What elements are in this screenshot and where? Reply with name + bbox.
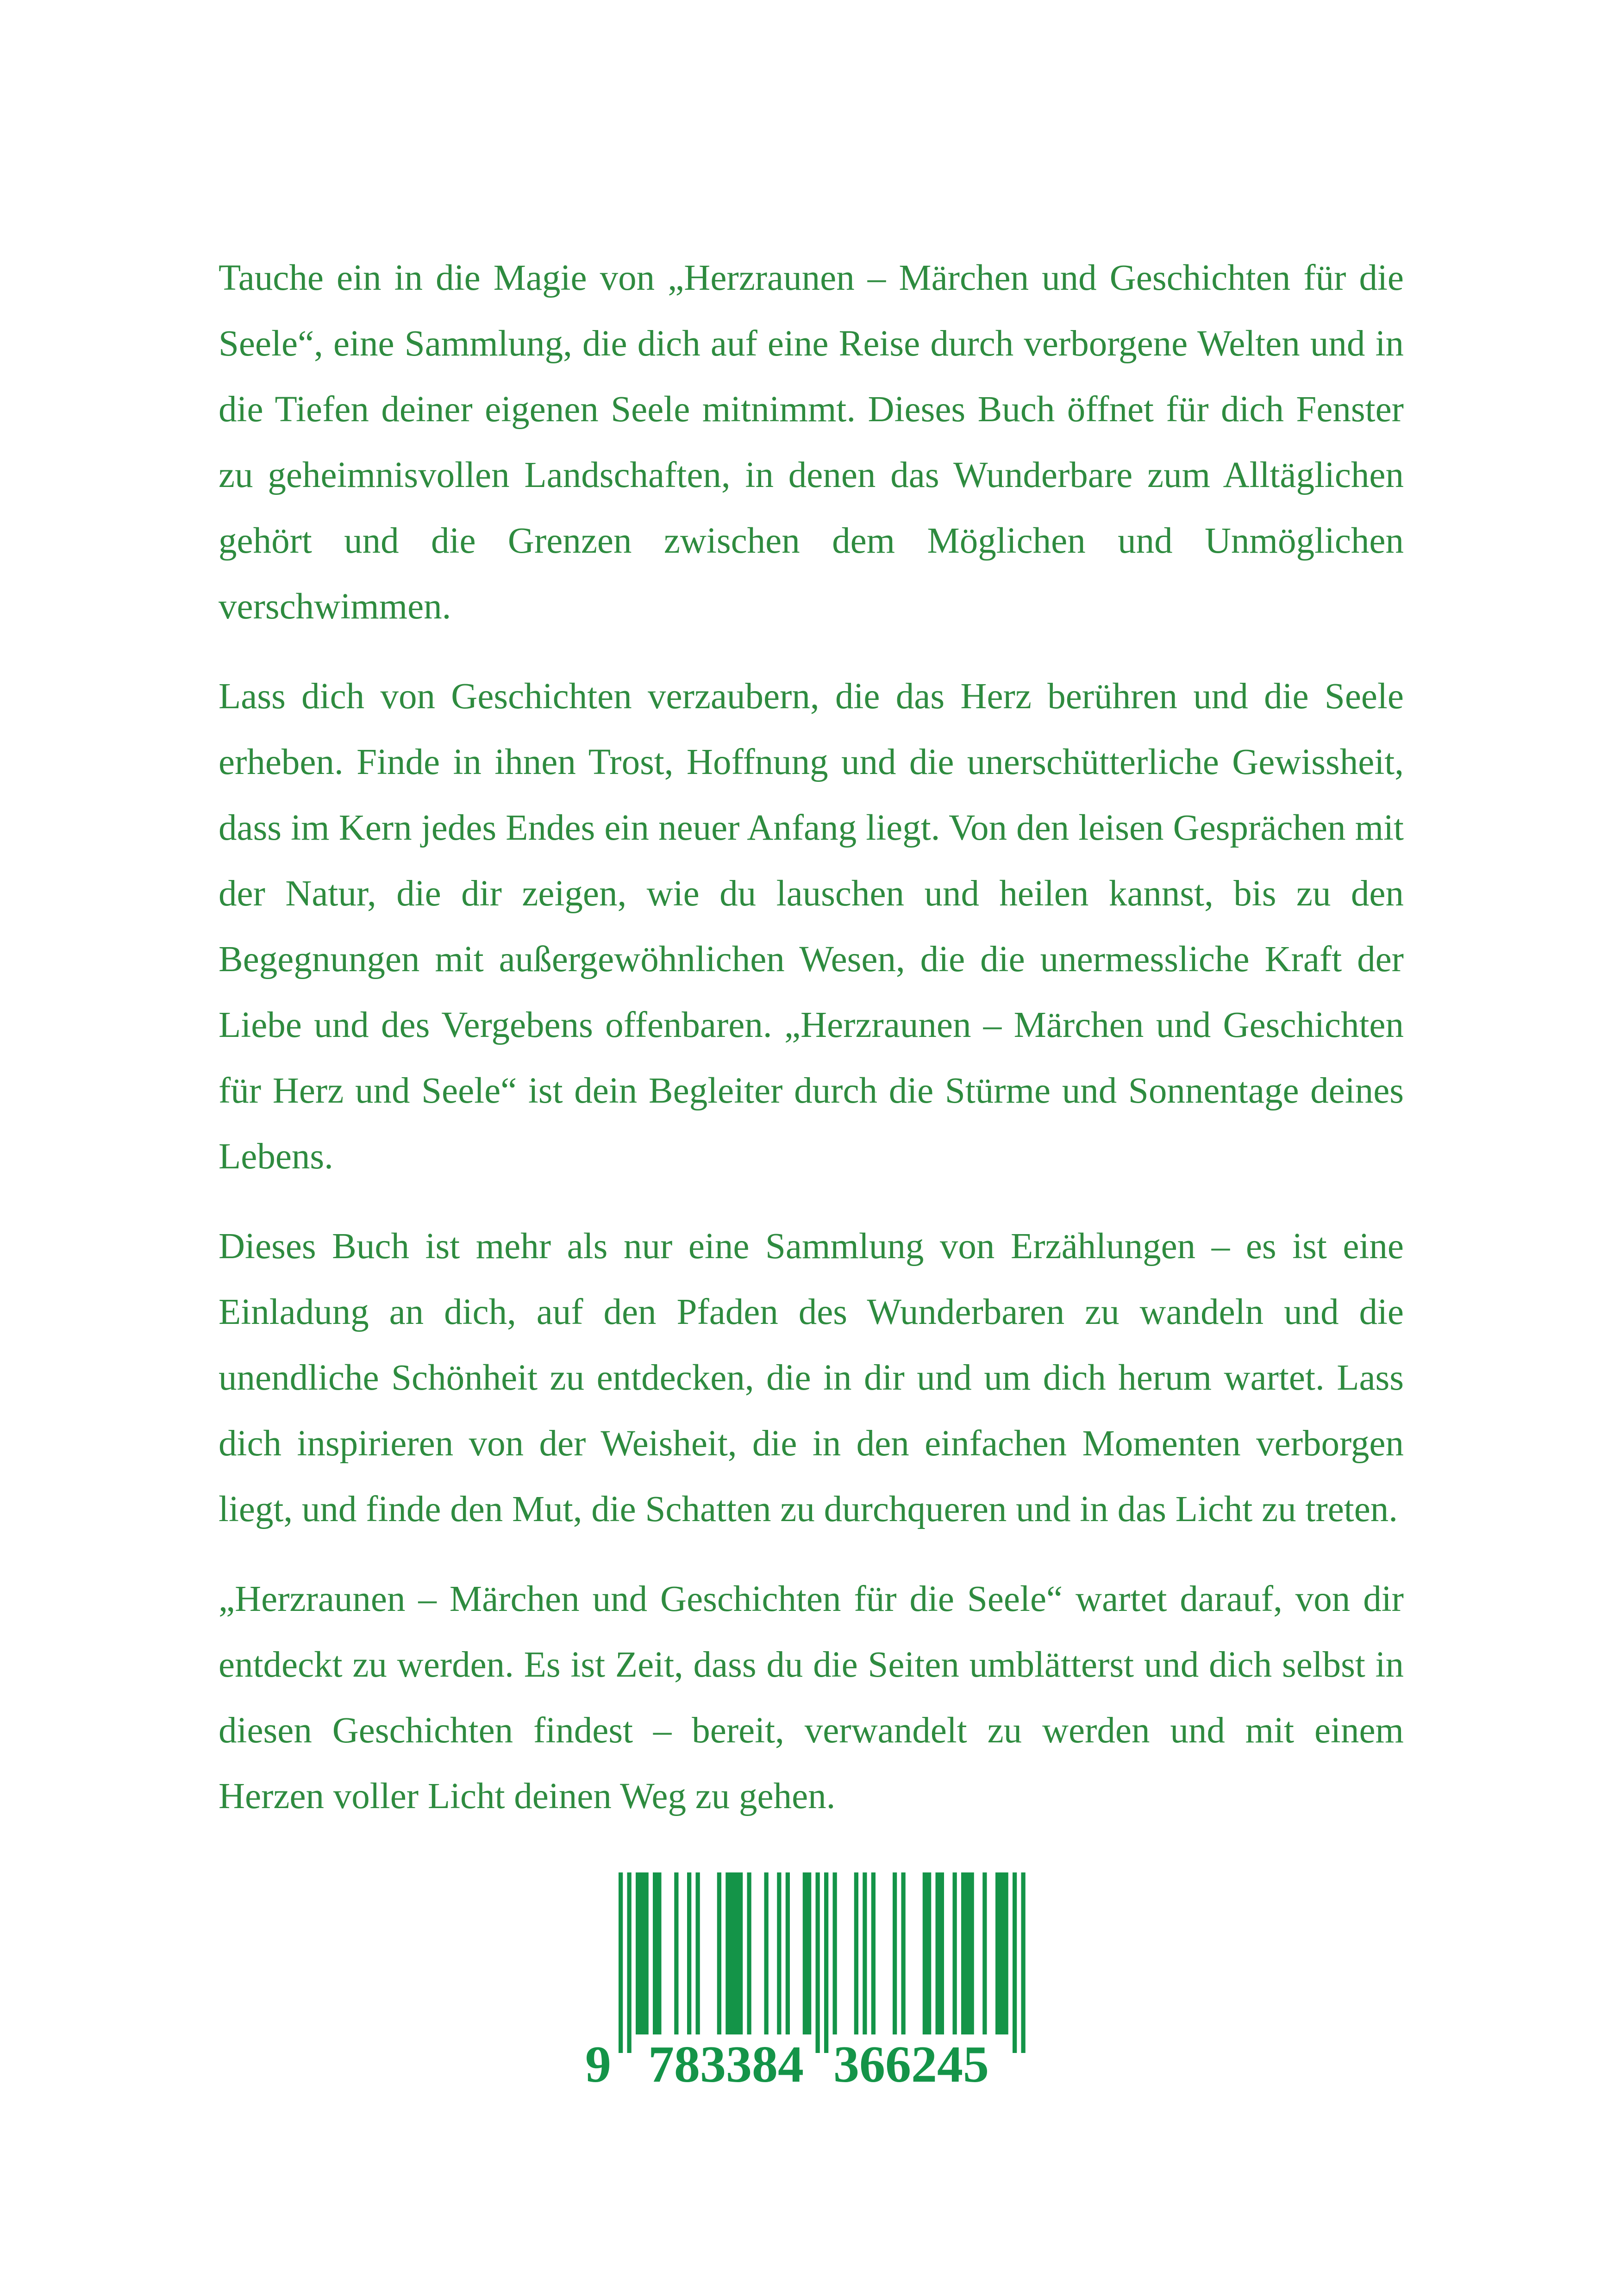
barcode-bar: [982, 1872, 987, 2034]
barcode-bar: [696, 1872, 700, 2034]
blurb-paragraph-1: Tauche ein in die Magie von „Herzraunen – Märchen und Geschichten für die Seele“, eine Sammlung, die dich auf eine Reise durch verborgene Welten und in die Tiefen deiner eigenen Seele mitnimmt. Dieses Buch öffnet für dich Fenster zu geheimnisvollen Landschaften, in denen das Wunderbare zum Alltäglichen gehört und die Grenzen zwischen dem Möglichen und Unmöglichen verschwimmen.: [219, 258, 1404, 627]
blurb-paragraph-2: Lass dich von Geschichten verzaubern, die das Herz berühren und die Seele erheben. Finde in ihnen Trost, Hoffnung und die unerschütterliche Gewissheit, dass im Kern jedes Endes ein neuer Anfang liegt. Von den leisen Gesprächen mit der Natur, die dir zeigen, wie du lauschen und heilen kannst, bis zu den Begegnungen mit außergewöhnlichen Wesen, die die unermessliche Kraft der Liebe und des Vergebens offenbaren. „Herzraunen – Märchen und Geschichten für Herz und Seele“ ist dein Begleiter durch die Stürme und Sonnentage deines Lebens.: [219, 676, 1404, 1177]
barcode-left-digits: 783384: [648, 2036, 804, 2085]
barcode-guard-bar: [824, 1872, 828, 2053]
barcode-bar: [961, 1872, 974, 2034]
barcode-right-digits: 366245: [833, 2036, 989, 2085]
barcode-bars: [619, 1872, 1026, 2053]
barcode-bar: [764, 1872, 769, 2034]
barcode-bar: [871, 1872, 876, 2034]
barcode-bar: [863, 1872, 867, 2034]
barcode-guard-bar: [627, 1872, 632, 2053]
barcode-bar: [726, 1872, 743, 2034]
barcode-bar: [717, 1872, 721, 2034]
barcode-bar: [636, 1872, 649, 2034]
barcode-bar: [854, 1872, 858, 2034]
barcode-bar: [803, 1872, 812, 2034]
barcode-bar: [777, 1872, 781, 2034]
barcode-bar: [786, 1872, 790, 2034]
barcode-guard-bar: [1021, 1872, 1026, 2053]
barcode-bar: [901, 1872, 906, 2034]
blurb-paragraph-4: „Herzraunen – Märchen und Geschichten für die Seele“ wartet darauf, von dir entdeckt zu werden. Es ist Zeit, dass du die Seiten umblätterst und dich selbst in diesen Geschichten findest – bereit, verwandelt zu werden und mit einem Herzen voller Licht deinen Weg zu gehen.: [219, 1579, 1404, 1816]
barcode-bar: [833, 1872, 837, 2034]
barcode-bar: [995, 1872, 1008, 2034]
barcode-bar: [687, 1872, 691, 2034]
barcode-guard-bar: [619, 1872, 623, 2053]
barcode-bar: [953, 1872, 957, 2034]
barcode-bar: [653, 1872, 662, 2034]
barcode-first-digit: 9: [585, 2036, 611, 2085]
barcode-bar: [674, 1872, 678, 2034]
barcode-guard-bar: [1013, 1872, 1017, 2053]
barcode-bar: [923, 1872, 932, 2034]
blurb-text: [219, 245, 1404, 1853]
barcode-guard-bar: [816, 1872, 820, 2053]
isbn-barcode: [582, 1872, 1045, 2085]
barcode-bar: [893, 1872, 897, 2034]
barcode-bar: [936, 1872, 944, 2034]
barcode-bar: [747, 1872, 751, 2034]
blurb-paragraph-3: Dieses Buch ist mehr als nur eine Sammlung von Erzählungen – es ist eine Einladung an dich, auf den Pfaden des Wunderbaren zu wandeln und die unendliche Schönheit zu entdecken, die in dir und um dich herum wartet. Lass dich inspirieren von der Weisheit, die in den einfachen Momenten verborgen liegt, und finde den Mut, die Schatten zu durchqueren und in das Licht zu treten.: [219, 1226, 1404, 1529]
